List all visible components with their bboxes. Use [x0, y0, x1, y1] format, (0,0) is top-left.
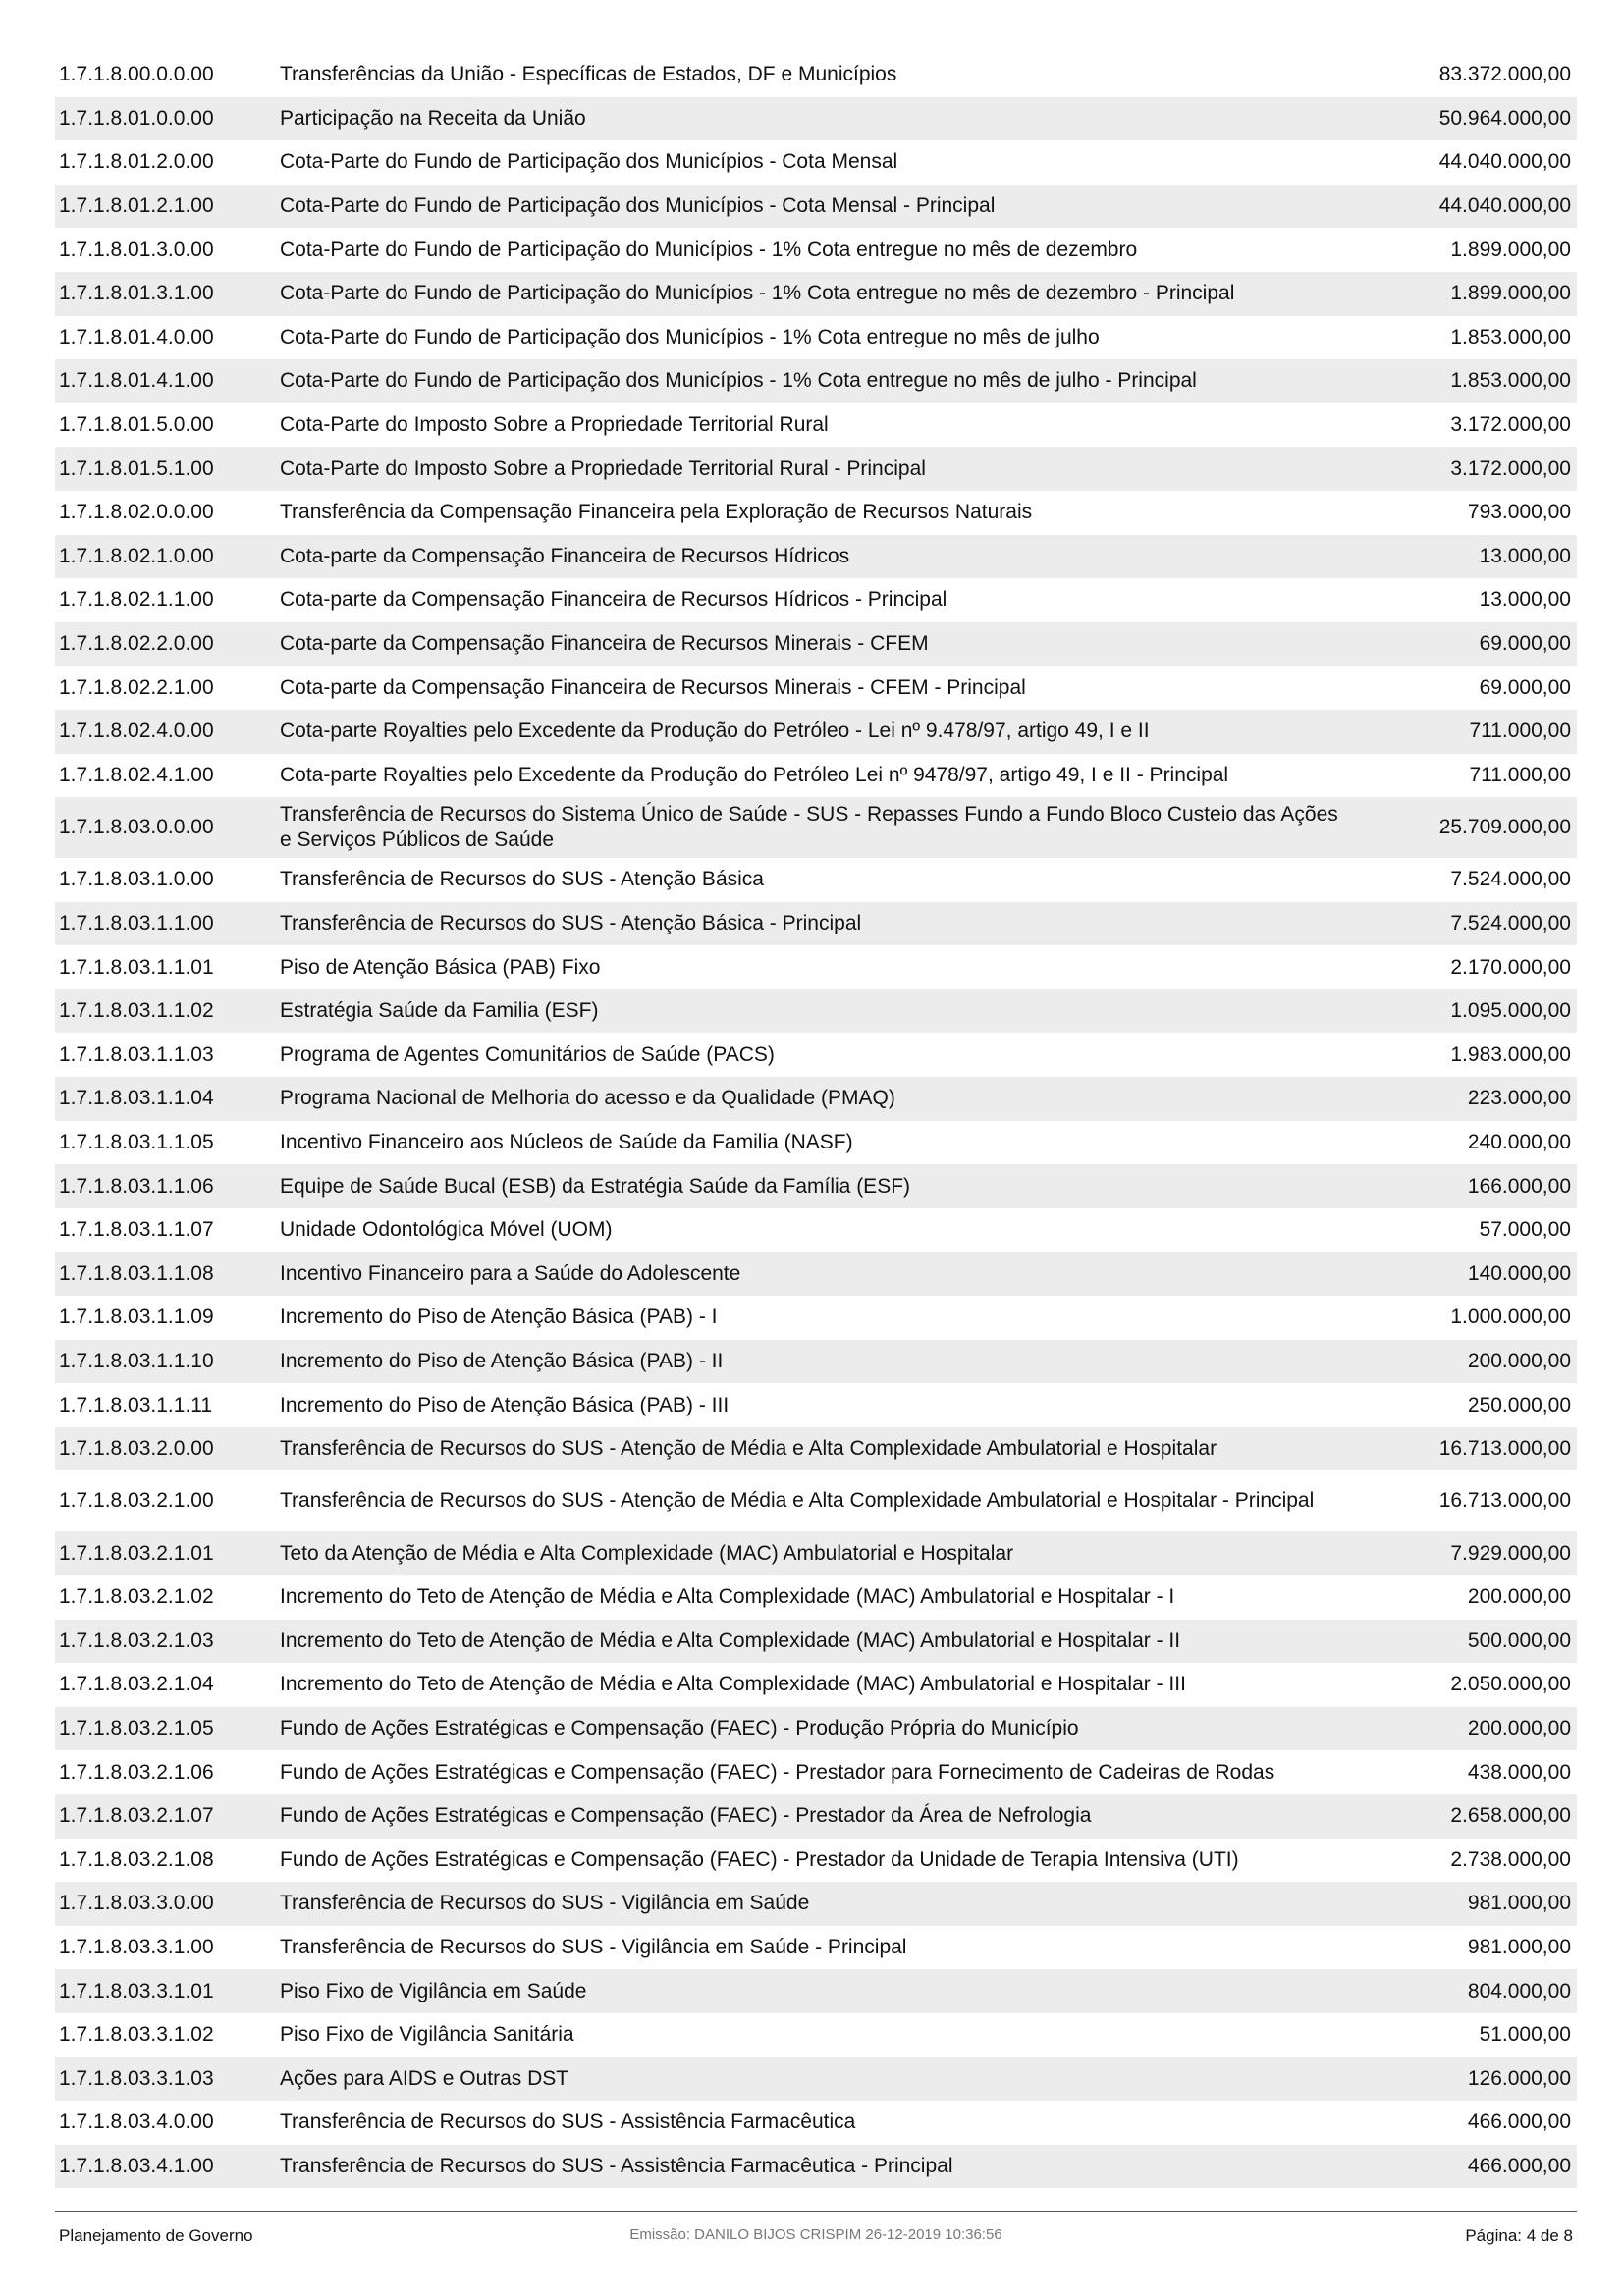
account-code: 1.7.1.8.03.4.0.00	[59, 2110, 214, 2134]
account-description: Incremento do Teto de Atenção de Média e Alta Complexidade (MAC) Ambulatorial e Hospitalar - II	[280, 1629, 1181, 1652]
account-value: 7.524.000,00	[1450, 868, 1571, 891]
account-value: 200.000,00	[1467, 1717, 1571, 1740]
account-value: 200.000,00	[1467, 1585, 1571, 1609]
table-row	[55, 1470, 1577, 1531]
account-code: 1.7.1.8.03.2.1.07	[59, 1804, 214, 1828]
account-value: 140.000,00	[1467, 1261, 1571, 1285]
table-row	[55, 535, 1577, 579]
table-row	[55, 359, 1577, 403]
table-row	[55, 228, 1577, 272]
account-value: 2.738.000,00	[1450, 1847, 1571, 1871]
table-row	[55, 1033, 1577, 1077]
table-row	[55, 1707, 1577, 1751]
account-value: 223.000,00	[1467, 1087, 1571, 1110]
account-code: 1.7.1.8.03.1.1.02	[59, 999, 214, 1023]
account-code: 1.7.1.8.01.0.0.00	[59, 106, 214, 130]
account-value: 981.000,00	[1467, 1892, 1571, 1915]
account-description: Programa de Agentes Comunitários de Saúde (PACS)	[280, 1042, 775, 1066]
account-value: 500.000,00	[1467, 1629, 1571, 1652]
account-code: 1.7.1.8.03.1.1.00	[59, 911, 214, 934]
account-value: 69.000,00	[1479, 675, 1571, 699]
account-description: Cota-Parte do Fundo de Participação do Municípios - 1% Cota entregue no mês de dezembro - Principal	[280, 282, 1235, 305]
account-description: Piso Fixo de Vigilância Sanitária	[280, 2023, 574, 2047]
account-code: 1.7.1.8.03.3.1.02	[59, 2023, 214, 2047]
account-code: 1.7.1.8.03.1.1.11	[59, 1393, 213, 1416]
table-row	[55, 989, 1577, 1034]
account-description: Cota-parte da Compensação Financeira de Recursos Minerais - CFEM - Principal	[280, 675, 1026, 699]
account-value: 16.713.000,00	[1438, 1489, 1571, 1513]
table-row	[55, 622, 1577, 667]
table-row	[55, 2057, 1577, 2102]
account-code: 1.7.1.8.03.1.0.00	[59, 868, 214, 891]
account-code: 1.7.1.8.03.1.1.01	[59, 955, 214, 979]
account-code: 1.7.1.8.03.1.1.05	[59, 1130, 214, 1153]
account-value: 2.658.000,00	[1450, 1804, 1571, 1828]
account-code: 1.7.1.8.02.4.1.00	[59, 763, 214, 786]
table-row	[55, 97, 1577, 141]
account-value: 50.964.000,00	[1438, 106, 1571, 130]
table-row	[55, 666, 1577, 710]
account-code: 1.7.1.8.01.2.0.00	[59, 150, 214, 174]
table-row	[55, 403, 1577, 448]
account-value: 16.713.000,00	[1438, 1437, 1571, 1461]
account-code: 1.7.1.8.03.2.1.01	[59, 1541, 214, 1565]
account-value: 250.000,00	[1467, 1393, 1571, 1416]
table-row	[55, 1969, 1577, 2013]
table-row	[55, 797, 1577, 858]
account-value: 466.000,00	[1467, 2110, 1571, 2134]
account-value: 438.000,00	[1467, 1760, 1571, 1784]
account-value: 51.000,00	[1479, 2023, 1571, 2047]
account-value: 1.899.000,00	[1450, 238, 1571, 261]
account-description: Unidade Odontológica Móvel (UOM)	[280, 1218, 613, 1242]
table-row	[55, 1208, 1577, 1253]
account-description: Teto da Atenção de Média e Alta Complexidade (MAC) Ambulatorial e Hospitalar	[280, 1541, 1014, 1565]
table-row	[55, 272, 1577, 316]
account-value: 793.000,00	[1467, 501, 1571, 524]
account-value: 3.172.000,00	[1450, 456, 1571, 480]
table-row	[55, 945, 1577, 989]
table-row	[55, 1882, 1577, 1926]
account-value: 711.000,00	[1469, 720, 1571, 743]
table-row	[55, 1839, 1577, 1883]
table-row	[55, 902, 1577, 946]
account-description: Cota-Parte do Fundo de Participação dos Municípios - Cota Mensal - Principal	[280, 194, 996, 218]
table-row	[55, 2101, 1577, 2145]
account-description: Transferências da União - Específicas de Estados, DF e Municípios	[280, 63, 897, 86]
account-value: 1.853.000,00	[1450, 325, 1571, 348]
account-description: Transferência de Recursos do SUS - Assistência Farmacêutica	[280, 2110, 856, 2134]
account-value: 44.040.000,00	[1438, 150, 1571, 174]
table-row	[55, 185, 1577, 229]
account-description: Transferência de Recursos do SUS - Vigilância em Saúde	[280, 1892, 810, 1915]
account-code: 1.7.1.8.01.2.1.00	[59, 194, 214, 218]
account-code: 1.7.1.8.03.1.1.10	[59, 1349, 214, 1372]
table-row	[55, 1531, 1577, 1575]
account-code: 1.7.1.8.01.4.1.00	[59, 369, 214, 393]
footer-title: Planejamento de Governo	[59, 2226, 253, 2245]
account-code: 1.7.1.8.03.1.1.07	[59, 1218, 214, 1242]
account-code: 1.7.1.8.03.3.1.01	[59, 1979, 214, 2002]
table-row	[55, 1620, 1577, 1664]
account-value: 981.000,00	[1467, 1936, 1571, 1959]
account-code: 1.7.1.8.01.4.0.00	[59, 325, 214, 348]
account-description: Participação na Receita da União	[280, 106, 586, 130]
account-code: 1.7.1.8.03.1.1.03	[59, 1042, 214, 1066]
table-row	[55, 858, 1577, 902]
account-description: Fundo de Ações Estratégicas e Compensação (FAEC) - Prestador da Área de Nefrologia	[280, 1804, 1092, 1828]
account-value: 83.372.000,00	[1438, 63, 1571, 86]
table-row	[55, 1164, 1577, 1208]
account-code: 1.7.1.8.02.1.0.00	[59, 544, 214, 567]
table-row	[55, 1750, 1577, 1794]
account-description: Transferência de Recursos do Sistema Único de Saúde - SUS - Repasses Fundo a Fundo Bloco Custeio das Ações e Serviços Públicos de Saúde	[280, 803, 1338, 852]
account-value: 13.000,00	[1479, 544, 1571, 567]
account-value: 3.172.000,00	[1450, 413, 1571, 437]
account-value: 57.000,00	[1479, 1218, 1571, 1242]
account-value: 69.000,00	[1479, 632, 1571, 656]
account-description: Cota-Parte do Fundo de Participação do Municípios - 1% Cota entregue no mês de dezembro	[280, 238, 1138, 261]
account-code: 1.7.1.8.03.3.1.03	[59, 2066, 214, 2090]
footer-page-number: Página: 4 de 8	[1465, 2226, 1573, 2245]
account-code: 1.7.1.8.03.2.1.06	[59, 1760, 214, 1784]
table-row	[55, 1296, 1577, 1340]
table-row	[55, 1383, 1577, 1427]
account-description: Transferência de Recursos do SUS - Atenção Básica - Principal	[280, 911, 862, 934]
account-description: Incremento do Piso de Atenção Básica (PAB) - II	[280, 1349, 724, 1372]
account-description: Incremento do Teto de Atenção de Média e Alta Complexidade (MAC) Ambulatorial e Hospitalar - I	[280, 1585, 1175, 1609]
table-row	[55, 1926, 1577, 1970]
account-code: 1.7.1.8.03.2.1.05	[59, 1717, 214, 1740]
account-description: Transferência de Recursos do SUS - Atenção de Média e Alta Complexidade Ambulatorial e Hospitalar - Principal	[280, 1489, 1315, 1513]
account-value: 1.095.000,00	[1450, 999, 1571, 1023]
account-value: 2.050.000,00	[1450, 1673, 1571, 1696]
account-code: 1.7.1.8.03.1.1.08	[59, 1261, 214, 1285]
account-description: Transferência de Recursos do SUS - Vigilância em Saúde - Principal	[280, 1936, 907, 1959]
table-row	[55, 1121, 1577, 1165]
account-description: Incremento do Teto de Atenção de Média e Alta Complexidade (MAC) Ambulatorial e Hospitalar - III	[280, 1673, 1186, 1696]
account-value: 804.000,00	[1467, 1979, 1571, 2002]
account-description: Transferência de Recursos do SUS - Assistência Farmacêutica - Principal	[280, 2155, 953, 2178]
table-row	[55, 1575, 1577, 1620]
account-description: Cota-parte Royalties pelo Excedente da Produção do Petróleo Lei nº 9478/97, artigo 49, I e II - Principal	[280, 763, 1229, 786]
account-code: 1.7.1.8.02.2.0.00	[59, 632, 214, 656]
account-description: Cota-parte da Compensação Financeira de Recursos Minerais - CFEM	[280, 632, 929, 656]
table-row	[55, 754, 1577, 798]
table-row	[55, 1340, 1577, 1384]
account-code: 1.7.1.8.03.2.0.00	[59, 1437, 214, 1461]
account-value: 466.000,00	[1467, 2155, 1571, 2178]
table-row	[55, 140, 1577, 185]
account-code: 1.7.1.8.03.3.1.00	[59, 1936, 214, 1959]
account-value: 2.170.000,00	[1450, 955, 1571, 979]
account-code: 1.7.1.8.02.1.1.00	[59, 588, 214, 612]
account-description: Fundo de Ações Estratégicas e Compensação (FAEC) - Prestador para Fornecimento de Cadeiras de Rodas	[280, 1760, 1275, 1784]
account-value: 126.000,00	[1467, 2066, 1571, 2090]
account-description: Incentivo Financeiro para a Saúde do Adolescente	[280, 1261, 741, 1285]
account-value: 1.853.000,00	[1450, 369, 1571, 393]
account-code: 1.7.1.8.03.0.0.00	[59, 816, 214, 839]
account-description: Cota-Parte do Fundo de Participação dos Municípios - 1% Cota entregue no mês de julho - Principal	[280, 369, 1197, 393]
account-code: 1.7.1.8.03.1.1.04	[59, 1087, 214, 1110]
account-description: Fundo de Ações Estratégicas e Compensação (FAEC) - Prestador da Unidade de Terapia Intensiva (UTI)	[280, 1847, 1239, 1871]
account-code: 1.7.1.8.02.4.0.00	[59, 720, 214, 743]
table-row	[55, 1427, 1577, 1471]
account-description: Cota-parte Royalties pelo Excedente da Produção do Petróleo - Lei nº 9.478/97, artigo 49, I e II	[280, 720, 1150, 743]
page-footer	[55, 2211, 1577, 2261]
account-value: 1.899.000,00	[1450, 282, 1571, 305]
account-description: Transferência de Recursos do SUS - Atenção de Média e Alta Complexidade Ambulatorial e Hospitalar	[280, 1437, 1217, 1461]
account-code: 1.7.1.8.03.3.0.00	[59, 1892, 214, 1915]
table-row	[55, 1663, 1577, 1707]
account-code: 1.7.1.8.01.5.0.00	[59, 413, 214, 437]
account-code: 1.7.1.8.03.1.1.06	[59, 1174, 214, 1198]
account-value: 25.709.000,00	[1438, 816, 1571, 839]
table-row	[55, 316, 1577, 360]
account-description: Fundo de Ações Estratégicas e Compensação (FAEC) - Produção Própria do Município	[280, 1717, 1079, 1740]
account-description: Cota-Parte do Fundo de Participação dos Municípios - Cota Mensal	[280, 150, 898, 174]
account-description: Piso Fixo de Vigilância em Saúde	[280, 1979, 587, 2002]
account-code: 1.7.1.8.01.5.1.00	[59, 456, 214, 480]
account-description: Cota-Parte do Fundo de Participação dos Municípios - 1% Cota entregue no mês de julho	[280, 325, 1100, 348]
account-value: 7.929.000,00	[1450, 1541, 1571, 1565]
account-code: 1.7.1.8.02.2.1.00	[59, 675, 214, 699]
account-value: 7.524.000,00	[1450, 911, 1571, 934]
account-description: Transferência de Recursos do SUS - Atenção Básica	[280, 868, 764, 891]
account-code: 1.7.1.8.03.2.1.03	[59, 1629, 214, 1652]
account-description: Cota-Parte do Imposto Sobre a Propriedade Territorial Rural	[280, 413, 829, 437]
table-row	[55, 2013, 1577, 2057]
account-code: 1.7.1.8.02.0.0.00	[59, 501, 214, 524]
account-description: Cota-parte da Compensação Financeira de Recursos Hídricos - Principal	[280, 588, 947, 612]
account-code: 1.7.1.8.00.0.0.00	[59, 63, 214, 86]
account-description: Incremento do Piso de Atenção Básica (PAB) - III	[280, 1393, 730, 1416]
account-description: Cota-parte da Compensação Financeira de Recursos Hídricos	[280, 544, 850, 567]
account-code: 1.7.1.8.03.2.1.08	[59, 1847, 214, 1871]
table-row	[55, 2145, 1577, 2189]
revenue-table	[55, 53, 1577, 2188]
account-value: 240.000,00	[1467, 1130, 1571, 1153]
table-row	[55, 1794, 1577, 1839]
account-description: Piso de Atenção Básica (PAB) Fixo	[280, 955, 601, 979]
account-value: 44.040.000,00	[1438, 194, 1571, 218]
account-code: 1.7.1.8.03.1.1.09	[59, 1306, 214, 1329]
account-code: 1.7.1.8.03.2.1.02	[59, 1585, 214, 1609]
account-value: 200.000,00	[1467, 1349, 1571, 1372]
footer-emission: Emissão: DANILO BIJOS CRISPIM 26-12-2019 10:36:56	[629, 2226, 1002, 2243]
table-row	[55, 491, 1577, 535]
account-value: 1.983.000,00	[1450, 1042, 1571, 1066]
account-value: 711.000,00	[1469, 763, 1571, 786]
table-row	[55, 578, 1577, 622]
table-row	[55, 1077, 1577, 1121]
account-description: Programa Nacional de Melhoria do acesso e da Qualidade (PMAQ)	[280, 1087, 895, 1110]
account-value: 13.000,00	[1479, 588, 1571, 612]
table-row	[55, 1252, 1577, 1296]
table-row	[55, 447, 1577, 491]
account-value: 1.000.000,00	[1450, 1306, 1571, 1329]
account-description: Equipe de Saúde Bucal (ESB) da Estratégia Saúde da Família (ESF)	[280, 1174, 911, 1198]
account-description: Cota-Parte do Imposto Sobre a Propriedade Territorial Rural - Principal	[280, 456, 926, 480]
table-row	[55, 53, 1577, 97]
account-code: 1.7.1.8.01.3.1.00	[59, 282, 214, 305]
account-description: Incremento do Piso de Atenção Básica (PAB) - I	[280, 1306, 718, 1329]
account-description: Incentivo Financeiro aos Núcleos de Saúde da Familia (NASF)	[280, 1130, 853, 1153]
account-value: 166.000,00	[1467, 1174, 1571, 1198]
account-code: 1.7.1.8.03.4.1.00	[59, 2155, 214, 2178]
account-code: 1.7.1.8.03.2.1.04	[59, 1673, 214, 1696]
account-description: Ações para AIDS e Outras DST	[280, 2066, 569, 2090]
table-row	[55, 710, 1577, 754]
account-code: 1.7.1.8.01.3.0.00	[59, 238, 214, 261]
account-description: Estratégia Saúde da Familia (ESF)	[280, 999, 599, 1023]
account-description: Transferência da Compensação Financeira pela Exploração de Recursos Naturais	[280, 501, 1033, 524]
account-code: 1.7.1.8.03.2.1.00	[59, 1489, 214, 1513]
